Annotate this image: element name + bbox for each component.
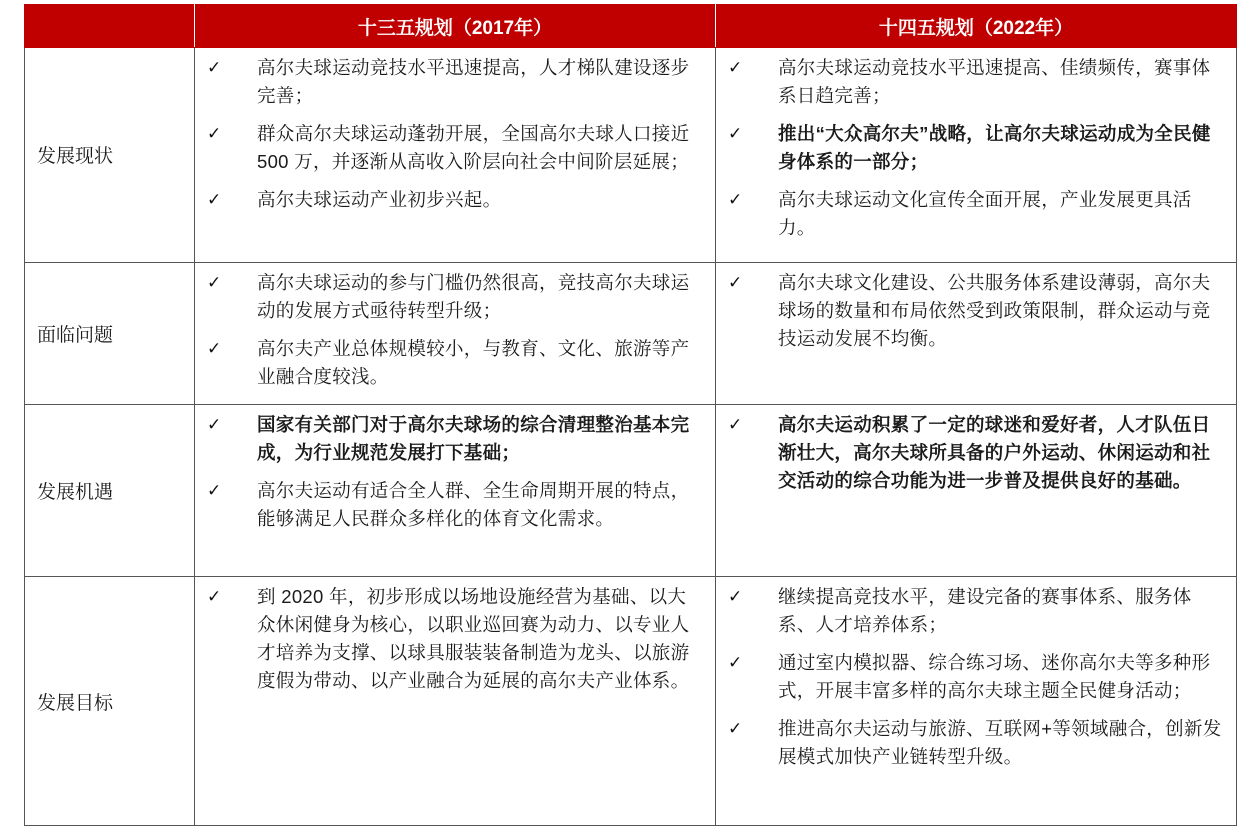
bullet-list (195, 577, 715, 699)
list-item-text: 高尔夫球运动的参与门槛仍然很高，竞技高尔夫球运动的发展方式亟待转型升级； (257, 271, 690, 321)
header-row (25, 5, 1237, 48)
list-item (207, 120, 705, 176)
checkmark-icon: ✓ (207, 58, 222, 77)
table-row (25, 48, 1237, 263)
list-item (728, 411, 1226, 495)
bullet-list (195, 263, 715, 395)
cell-13th-plan (195, 48, 716, 263)
checkmark-icon: ✓ (207, 587, 222, 607)
list-item-text: 推进高尔夫运动与旅游、互联网+等领域融合，创新发展模式加快产业链转型升级。 (778, 718, 1222, 768)
list-item-text: 高尔夫球运动竞技水平迅速提高，人才梯队建设逐步完善； (257, 57, 690, 106)
checkmark-icon: ✓ (728, 190, 743, 209)
list-item (207, 54, 705, 110)
list-item-text: 高尔夫球文化建设、公共服务体系建设薄弱，高尔夫球场的数量和布局依然受到政策限制，群众运动与竞技运动发展不均衡。 (778, 271, 1211, 349)
list-item (728, 186, 1226, 242)
list-item-text: 群众高尔夫球运动蓬勃开展，全国高尔夫球人口接近 500 万，并逐渐从高收入阶层向社会中间阶层延展； (257, 123, 690, 172)
list-item (207, 186, 705, 214)
checkmark-icon: ✓ (207, 124, 222, 143)
list-item (728, 583, 1226, 639)
checkmark-icon: ✓ (207, 480, 222, 500)
list-item-text: 国家有关部门对于高尔夫球场的综合清理整治基本完成，为行业规范发展打下基础； (257, 413, 690, 463)
cell-14th-plan (716, 48, 1237, 263)
list-item-text: 高尔夫运动有适合全人群、全生命周期开展的特点，能够满足人民群众多样化的体育文化需求。 (257, 479, 690, 529)
list-item (207, 583, 705, 695)
table-row (25, 577, 1237, 826)
bullet-list (716, 577, 1236, 775)
checkmark-icon: ✓ (207, 190, 222, 209)
list-item-text: 高尔夫产业总体规模较小，与教育、文化、旅游等产业融合度较浅。 (257, 337, 690, 387)
row-category: 发展目标 (25, 577, 195, 826)
list-item (207, 335, 705, 391)
header-13th-plan: 十三五规划（2017年） (195, 5, 716, 48)
list-item-text: 推出“大众高尔夫”战略，让高尔夫球运动成为全民健身体系的一部分； (778, 123, 1211, 172)
list-item (207, 411, 705, 467)
list-item (728, 715, 1226, 771)
cell-14th-plan (716, 404, 1237, 576)
list-item (207, 269, 705, 325)
list-item (728, 120, 1226, 176)
checkmark-icon: ✓ (207, 338, 222, 358)
list-item (728, 269, 1226, 353)
list-item (728, 54, 1226, 110)
cell-13th-plan (195, 262, 716, 404)
header-14th-plan: 十四五规划（2022年） (716, 5, 1237, 48)
cell-13th-plan (195, 577, 716, 826)
checkmark-icon: ✓ (728, 124, 743, 143)
list-item (207, 477, 705, 533)
cell-13th-plan (195, 404, 716, 576)
list-item-text: 继续提高竞技水平，建设完备的赛事体系、服务体系、人才培养体系； (778, 586, 1192, 636)
list-item-text: 高尔夫球运动文化宣传全面开展，产业发展更具活力。 (778, 189, 1192, 238)
bullet-list (195, 48, 715, 218)
bullet-list (716, 263, 1236, 357)
row-category: 发展机遇 (25, 404, 195, 576)
plan-comparison-table (24, 4, 1237, 826)
list-item-text: 高尔夫运动积累了一定的球迷和爱好者，人才队伍日渐壮大，高尔夫球所具备的户外运动、休闲运动和社交活动的综合功能为进一步普及提供良好的基础。 (778, 413, 1211, 491)
list-item-text: 到 2020 年，初步形成以场地设施经营为基础、以大众休闲健身为核心，以职业巡回赛为动力、以专业人才培养为支撑、以球具服装装备制造为龙头、以旅游度假为带动、以产业融合为延展的高尔夫产业体系。 (257, 586, 690, 692)
list-item-text: 高尔夫球运动竞技水平迅速提高、佳绩频传，赛事体系日趋完善； (778, 57, 1211, 106)
table-row (25, 404, 1237, 576)
cell-14th-plan (716, 262, 1237, 404)
checkmark-icon: ✓ (207, 272, 222, 292)
checkmark-icon: ✓ (728, 414, 743, 434)
bullet-list (716, 48, 1236, 246)
table-row (25, 262, 1237, 404)
cell-14th-plan (716, 577, 1237, 826)
checkmark-icon: ✓ (207, 414, 222, 434)
header-corner (25, 5, 195, 48)
list-item (728, 649, 1226, 705)
checkmark-icon: ✓ (728, 653, 743, 673)
checkmark-icon: ✓ (728, 587, 743, 607)
checkmark-icon: ✓ (728, 719, 743, 739)
list-item-text: 通过室内模拟器、综合练习场、迷你高尔夫等多种形式，开展丰富多样的高尔夫球主题全民健身活动； (778, 652, 1211, 702)
bullet-list (716, 405, 1236, 499)
bullet-list (195, 405, 715, 537)
list-item-text: 高尔夫球运动产业初步兴起。 (257, 189, 502, 210)
checkmark-icon: ✓ (728, 272, 743, 292)
row-category: 发展现状 (25, 48, 195, 263)
table-body (25, 48, 1237, 826)
checkmark-icon: ✓ (728, 58, 743, 77)
row-category: 面临问题 (25, 262, 195, 404)
